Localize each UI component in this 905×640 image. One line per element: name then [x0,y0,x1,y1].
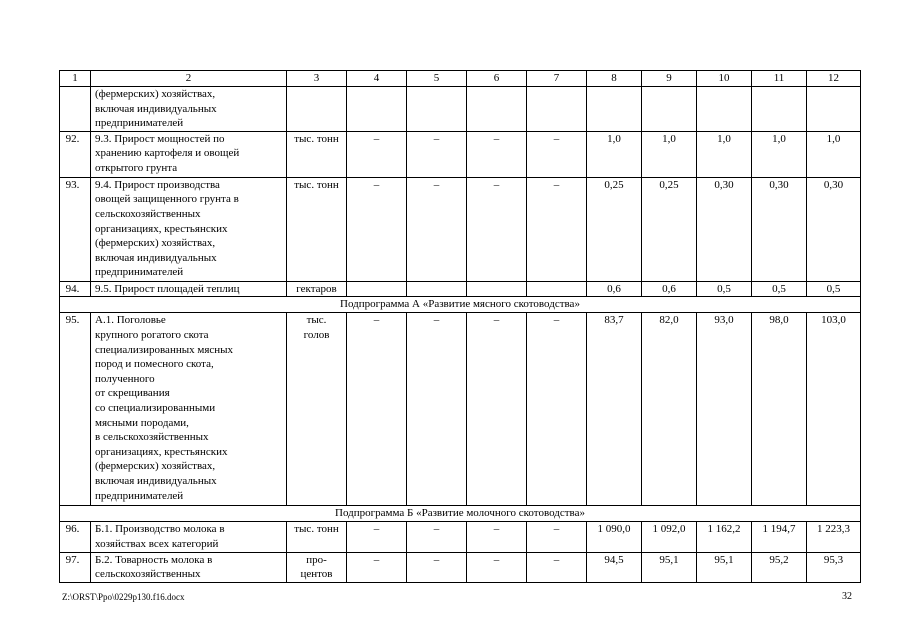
value-cell [527,87,587,132]
value-cell: 95,1 [642,552,697,582]
value-cell [467,281,527,297]
column-number-header-row [60,71,861,87]
row-number: 94. [60,281,91,297]
value-cell [587,87,642,132]
unit-cell: тыс. тонн [287,177,347,281]
row-number [60,87,91,132]
column-header: 11 [752,71,807,87]
value-cell: 0,25 [587,177,642,281]
value-cell: 93,0 [697,313,752,506]
value-cell: 0,6 [587,281,642,297]
value-cell: – [407,313,467,506]
value-cell: – [407,131,467,177]
value-cell: – [467,177,527,281]
value-cell [807,87,861,132]
value-cell: 98,0 [752,313,807,506]
value-cell: 1,0 [642,131,697,177]
value-cell: – [527,131,587,177]
value-cell: 1,0 [587,131,642,177]
row-number: 97. [60,552,91,582]
indicator-name: А.1. Поголовье крупного рогатого скота специализированных мясных пород и помесного скота, полученного от скрещивания со специализированными мясными породами, в сельскохозяйственных организациях, крестьянских (фермерских) хозяйствах, включая индивидуальных предпринимателей [91,313,287,506]
column-header: 8 [587,71,642,87]
table-row [60,552,861,582]
row-number: 96. [60,522,91,552]
value-cell: 1 223,3 [807,522,861,552]
value-cell: 1,0 [697,131,752,177]
section-row [60,297,861,313]
value-cell: 1 090,0 [587,522,642,552]
section-row [60,506,861,522]
data-table [59,70,861,583]
footer-file-path: Z:\ORST\Ppo\0229p130.f16.docx [62,592,185,602]
value-cell: 103,0 [807,313,861,506]
value-cell: 0,30 [752,177,807,281]
column-header: 9 [642,71,697,87]
section-title: Подпрограмма А «Развитие мясного скотоводства» [60,297,861,313]
value-cell: 1,0 [807,131,861,177]
value-cell: 0,6 [642,281,697,297]
value-cell: – [407,522,467,552]
unit-cell: тыс. тонн [287,522,347,552]
value-cell [347,281,407,297]
row-number: 92. [60,131,91,177]
value-cell: 1 092,0 [642,522,697,552]
value-cell: – [347,313,407,506]
value-cell [642,87,697,132]
indicator-name: Б.1. Производство молока в хозяйствах всех категорий [91,522,287,552]
value-cell [407,87,467,132]
value-cell: 95,3 [807,552,861,582]
row-number: 93. [60,177,91,281]
unit-cell: тыс. голов [287,313,347,506]
indicator-name: 9.4. Прирост производства овощей защищенного грунта в сельскохозяйственных организациях, крестьянских (фермерских) хозяйствах, включая индивидуальных предпринимателей [91,177,287,281]
value-cell: – [527,177,587,281]
value-cell [347,87,407,132]
value-cell: – [467,522,527,552]
value-cell: – [527,313,587,506]
value-cell: 0,5 [697,281,752,297]
row-number: 95. [60,313,91,506]
value-cell: – [347,552,407,582]
value-cell: – [347,522,407,552]
unit-cell: про- центов [287,552,347,582]
value-cell: 1 162,2 [697,522,752,552]
column-header: 2 [91,71,287,87]
column-header: 4 [347,71,407,87]
table-row [60,87,861,132]
column-header: 10 [697,71,752,87]
value-cell: 1,0 [752,131,807,177]
table-row [60,131,861,177]
column-header: 5 [407,71,467,87]
value-cell: 0,5 [752,281,807,297]
value-cell: 0,5 [807,281,861,297]
indicator-name: 9.5. Прирост площадей теплиц [91,281,287,297]
unit-cell [287,87,347,132]
value-cell: – [467,552,527,582]
value-cell: 0,25 [642,177,697,281]
table-row [60,281,861,297]
value-cell: 94,5 [587,552,642,582]
value-cell [752,87,807,132]
value-cell [697,87,752,132]
value-cell: 95,2 [752,552,807,582]
column-header: 7 [527,71,587,87]
unit-cell: гектаров [287,281,347,297]
page-number: 32 [842,591,852,602]
value-cell: – [347,131,407,177]
value-cell: 1 194,7 [752,522,807,552]
value-cell: – [407,552,467,582]
column-header: 3 [287,71,347,87]
column-header: 6 [467,71,527,87]
value-cell: – [527,552,587,582]
value-cell: 0,30 [697,177,752,281]
value-cell: 0,30 [807,177,861,281]
indicator-name: Б.2. Товарность молока в сельскохозяйственных [91,552,287,582]
value-cell [527,281,587,297]
value-cell [467,87,527,132]
table-row [60,177,861,281]
indicator-name: 9.3. Прирост мощностей по хранению картофеля и овощей открытого грунта [91,131,287,177]
value-cell: 82,0 [642,313,697,506]
section-title: Подпрограмма Б «Развитие молочного скотоводства» [60,506,861,522]
value-cell: 83,7 [587,313,642,506]
value-cell: – [527,522,587,552]
table-row [60,313,861,506]
column-header: 12 [807,71,861,87]
unit-cell: тыс. тонн [287,131,347,177]
value-cell: – [347,177,407,281]
value-cell: 95,1 [697,552,752,582]
value-cell: – [467,313,527,506]
value-cell [407,281,467,297]
value-cell: – [467,131,527,177]
value-cell: – [407,177,467,281]
column-header: 1 [60,71,91,87]
table-row [60,522,861,552]
indicator-name: (фермерских) хозяйствах, включая индивидуальных предпринимателей [91,87,287,132]
